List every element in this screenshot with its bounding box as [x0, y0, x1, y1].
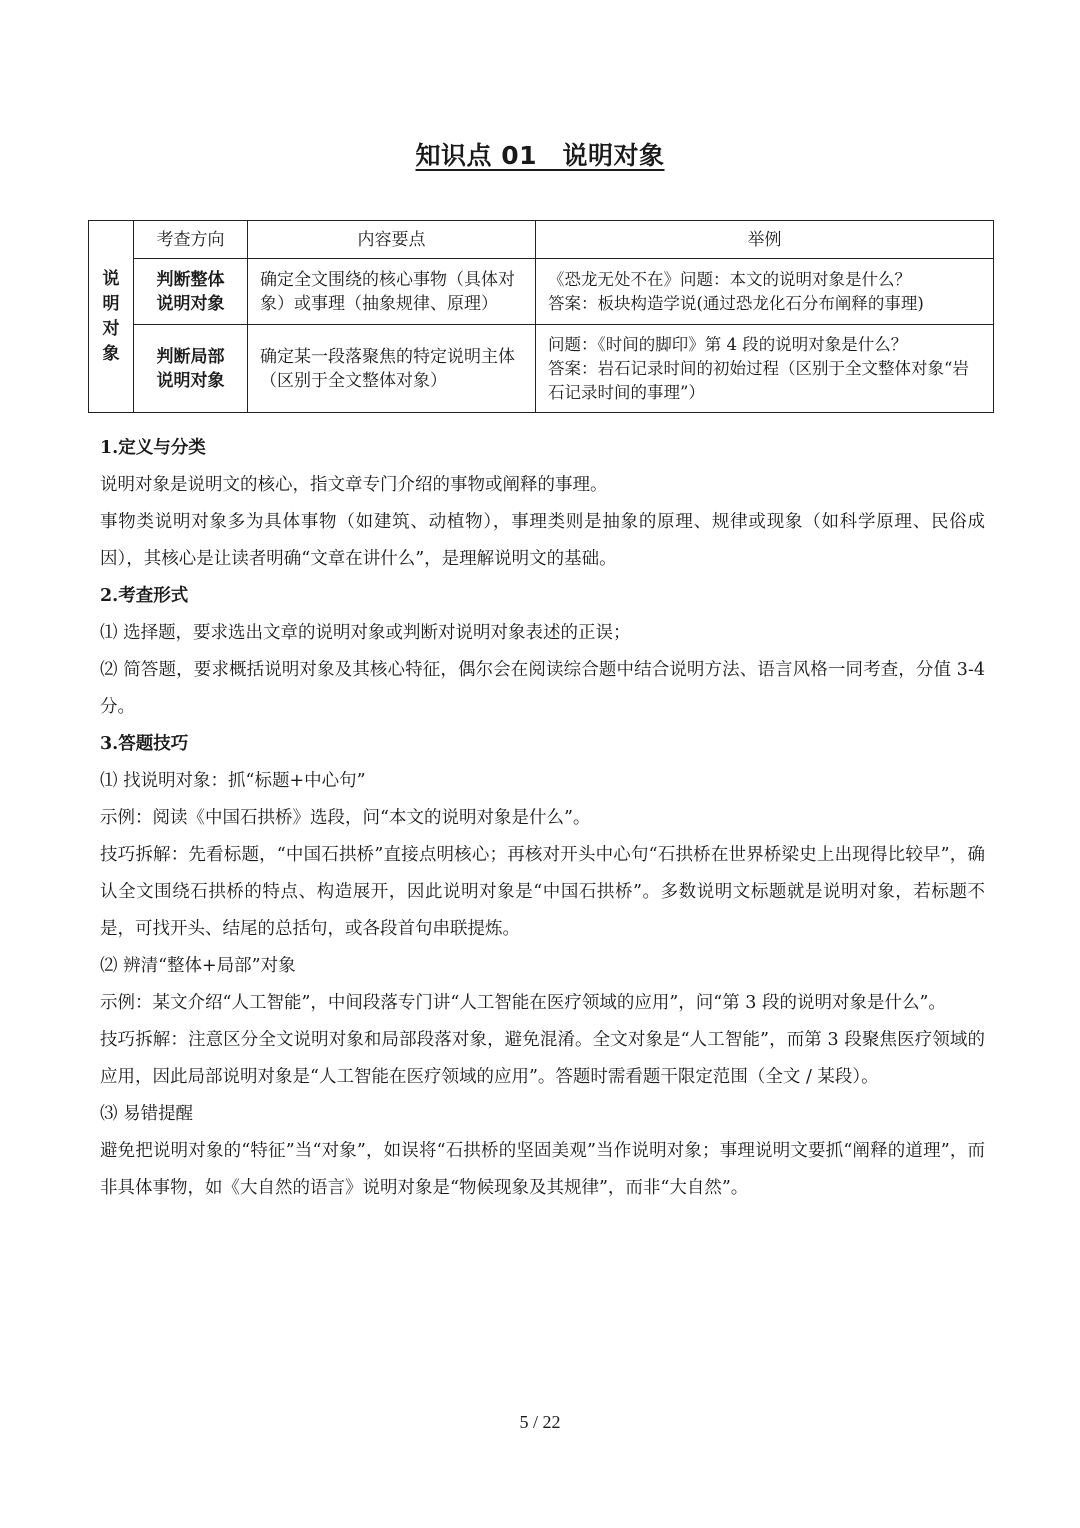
table-row — [89, 259, 994, 325]
header-points: 内容要点 — [248, 221, 536, 259]
header-direction: 考查方向 — [134, 221, 248, 259]
row-points: 确定全文围绕的核心事物（具体对象）或事理（抽象规律、原理） — [248, 259, 536, 325]
paragraph: 示例：某文介绍“人工智能”，中间段落专门讲“人工智能在医疗领域的应用”，问“第 3 段的说明对象是什么”。 — [100, 993, 946, 1013]
section-heading: 1.定义与分类 — [100, 438, 206, 458]
side-label: 说 明 对 象 — [89, 221, 134, 413]
page-number: 5 / 22 — [519, 1412, 561, 1432]
paragraph: ⑶ 易错提醒 — [100, 1104, 194, 1124]
paragraph: 事物类说明对象多为具体事物（如建筑、动植物），事理类则是抽象的原理、规律或现象（如科学原理、民俗成因），其核心是让读者明确“文章在讲什么”，是理解说明文的基础。 — [100, 512, 985, 569]
paragraph: ⑴ 找说明对象：抓“标题+中心句” — [100, 771, 366, 791]
row-direction: 判断局部 说明对象 — [134, 325, 248, 413]
knowledge-table — [88, 220, 994, 413]
paragraph: 避免把说明对象的“特征”当“对象”，如误将“石拱桥的坚固美观”当作说明对象；事理说明文要抓“阐释的道理”，而非具体事物，如《大自然的语言》说明对象是“物候现象及其规律”，而非“大自然”。 — [100, 1141, 985, 1198]
row-example: 《恐龙无处不在》问题：本文的说明对象是什么？ 答案：板块构造学说(通过恐龙化石分布阐释的事理) — [536, 259, 994, 325]
paragraph: ⑵ 辨清“整体+局部”对象 — [100, 956, 296, 976]
row-example: 问题：《时间的脚印》第 4 段的说明对象是什么？ 答案：岩石记录时间的初始过程（区别于全文整体对象“岩石记录时间的事理”） — [536, 325, 994, 413]
row-points: 确定某一段落聚焦的特定说明主体（区别于全文整体对象） — [248, 325, 536, 413]
paragraph: 技巧拆解：注意区分全文说明对象和局部段落对象，避免混淆。全文对象是“人工智能”，而第 3 段聚焦医疗领域的应用，因此局部说明对象是“人工智能在医疗领域的应用”。答题时需看题干限定范围（全文 / 某段）。 — [100, 1030, 985, 1087]
paragraph: 示例：阅读《中国石拱桥》选段，问“本文的说明对象是什么”。 — [100, 808, 591, 828]
paragraph: ⑴ 选择题，要求选出文章的说明对象或判断对说明对象表述的正误； — [100, 623, 631, 643]
paragraph: ⑵ 简答题，要求概括说明对象及其核心特征，偶尔会在阅读综合题中结合说明方法、语言风格一同考查，分值 3-4 分。 — [100, 660, 985, 717]
header-example: 举例 — [536, 221, 994, 259]
paragraph: 技巧拆解：先看标题，“中国石拱桥”直接点明核心；再核对开头中心句“石拱桥在世界桥梁史上出现得比较早”，确认全文围绕石拱桥的特点、构造展开，因此说明对象是“中国石拱桥”。多数说明文标题就是说明对象，若标题不是，可找开头、结尾的总括句，或各段首句串联提炼。 — [100, 845, 985, 939]
row-direction: 判断整体 说明对象 — [134, 259, 248, 325]
paragraph: 说明对象是说明文的核心，指文章专门介绍的事物或阐释的事理。 — [100, 475, 608, 495]
section-heading: 2.考查形式 — [100, 586, 189, 606]
page-title: 知识点 01 说明对象 — [415, 141, 665, 170]
table-header-row — [89, 221, 994, 259]
body-content — [100, 430, 985, 1207]
section-heading: 3.答题技巧 — [100, 734, 189, 754]
table-row — [89, 325, 994, 413]
